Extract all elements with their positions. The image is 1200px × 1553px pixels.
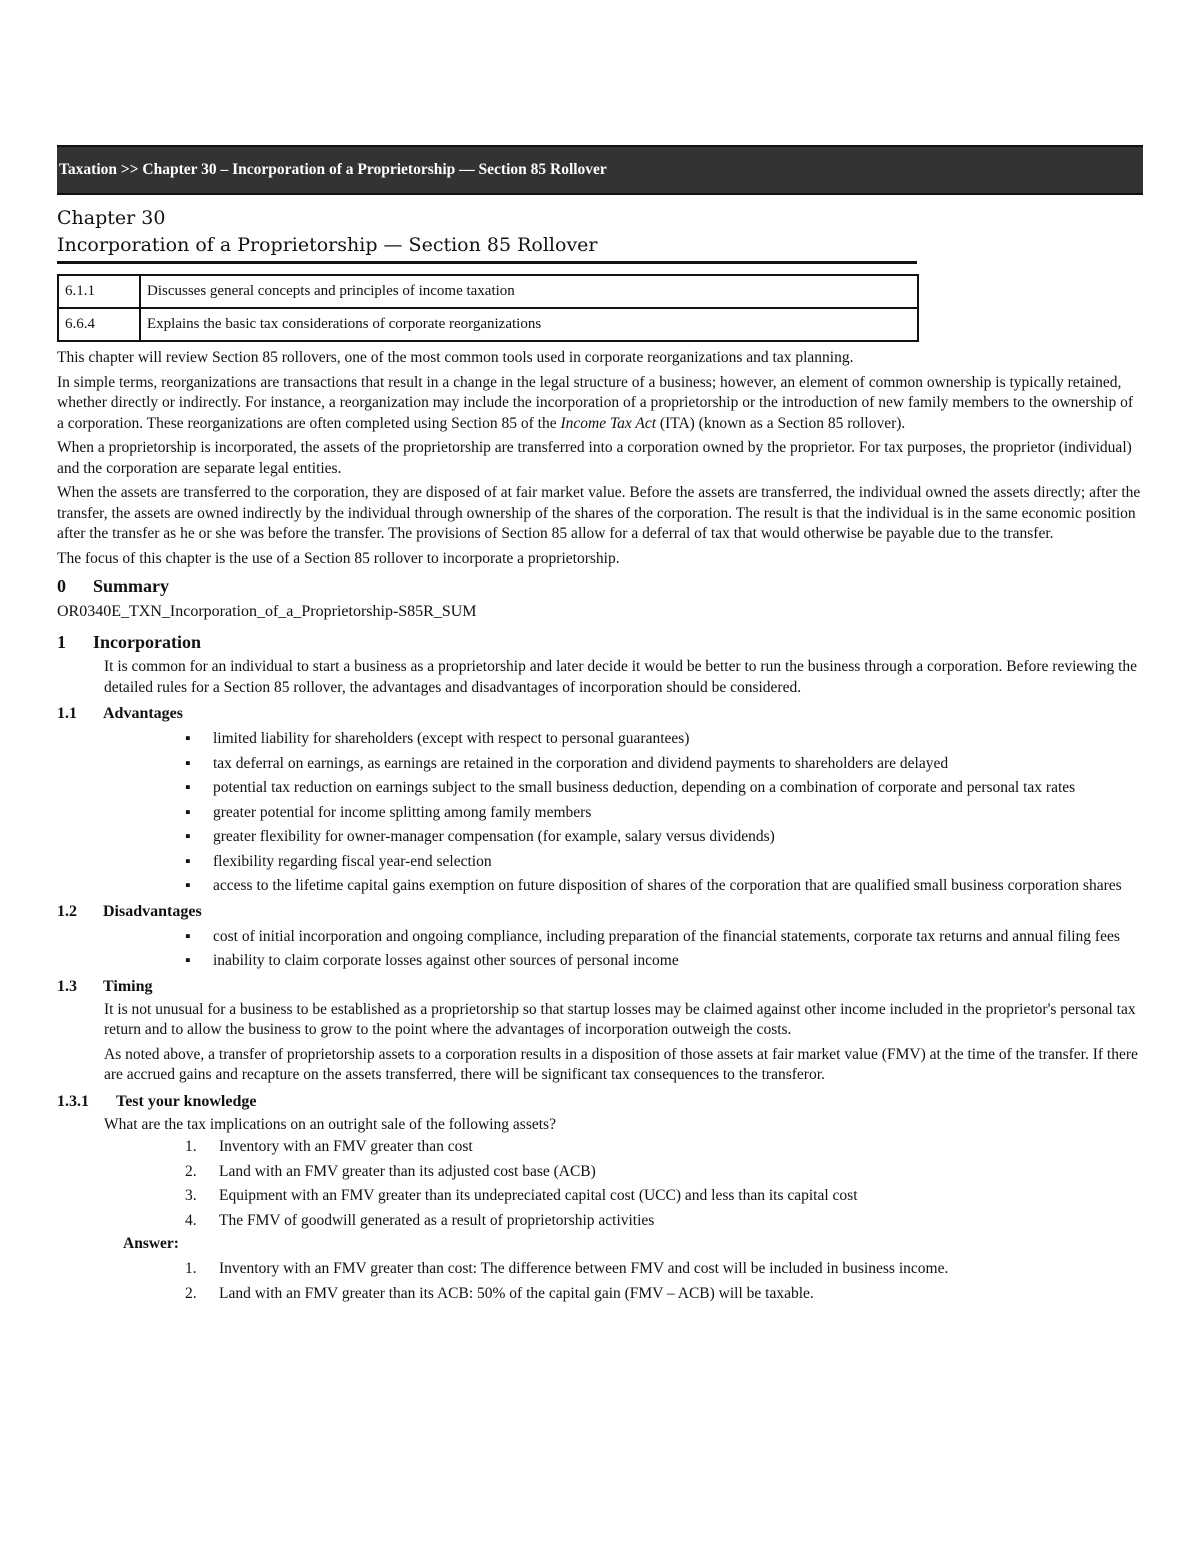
bullet-icon: ▪	[185, 877, 191, 894]
section-heading-advantages	[57, 703, 1143, 725]
list-item	[185, 1186, 1143, 1206]
learning-outcomes-table	[57, 274, 919, 342]
list-item	[185, 927, 1143, 947]
list-item-text: tax deferral on earnings, as earnings are retained in the corporation and dividend payments to shareholders are delayed	[213, 754, 949, 772]
bullet-icon: ▪	[185, 852, 191, 870]
timing-paragraph: It is not unusual for a business to be established as a proprietorship so that startup losses may be claimed against other income included in the proprietor's personal tax return and to allow the business to grow to the point where the advantages of incorporation outweigh the costs.	[104, 1000, 1136, 1038]
document-page	[57, 145, 1143, 1308]
list-item	[185, 827, 1143, 847]
bullet-icon: ▪	[185, 952, 191, 969]
list-item	[185, 876, 1143, 896]
item-number: 2.	[185, 1162, 197, 1180]
section-number: 1.2	[57, 902, 77, 920]
section-title: Test your knowledge	[116, 1092, 257, 1110]
section-title: Timing	[103, 977, 153, 995]
list-item	[185, 951, 1143, 971]
item-number: 1.	[185, 1260, 197, 1277]
list-item-text: flexibility regarding fiscal year-end selection	[213, 852, 492, 870]
list-item-text: greater flexibility for owner-manager compensation (for example, salary versus dividends)	[213, 828, 775, 845]
answer-list	[57, 1259, 1143, 1304]
intro-paragraph: When a proprietorship is incorporated, the assets of the proprietorship are transferred into a corporation owned by the proprietor. For tax purposes, the proprietor (individual) and the corporation are separate legal entities.	[57, 439, 1132, 477]
section-title: Advantages	[103, 705, 184, 722]
item-number: 3.	[185, 1187, 197, 1204]
section-title: Incorporation	[93, 631, 201, 652]
list-item	[185, 1284, 1143, 1304]
list-item-text: Land with an FMV greater than its ACB: 50% of the capital gain (FMV – ACB) will be taxable.	[219, 1284, 814, 1302]
chapter-title: Incorporation of a Proprietorship — Section 85 Rollover	[57, 234, 598, 256]
table-row	[58, 308, 918, 341]
section-number: 1.3.1	[57, 1092, 89, 1110]
intro-text: (ITA) (known as a Section 85 rollover).	[656, 414, 906, 432]
list-item-text: Inventory with an FMV greater than cost	[219, 1138, 473, 1155]
intro-paragraph: This chapter will review Section 85 rollovers, one of the most common tools used in corporate reorganizations and tax planning.	[57, 349, 854, 366]
list-item-text: Equipment with an FMV greater than its undepreciated capital cost (UCC) and less than its capital cost	[219, 1187, 858, 1204]
list-item	[185, 1259, 1143, 1279]
chapter-heading	[57, 205, 1143, 259]
section-title: Disadvantages	[103, 902, 202, 920]
list-item	[185, 1137, 1143, 1157]
section-heading-timing	[57, 976, 1143, 998]
breadcrumb-header	[57, 145, 1143, 195]
section-number: 1.3	[57, 977, 77, 995]
section-heading-incorporation	[57, 629, 1143, 655]
intro-paragraph: When the assets are transferred to the corporation, they are disposed of at fair market value. Before the assets are transferred, the individual owned the assets directly; after the transfer, the assets are owned indirectly by the individual through ownership of the shares of the corporation. The result is that the individual is in the same economic position after the transfer as he or she was before the transfer. The provisions of Section 85 allow for a deferral of tax that would otherwise be payable due to the transfer.	[57, 484, 1141, 542]
breadcrumb: Taxation >> Chapter 30 – Incorporation of a Proprietorship — Section 85 Rollover	[59, 161, 607, 178]
table-row	[58, 275, 918, 308]
list-item	[185, 803, 1143, 823]
section-number: 1.1	[57, 705, 77, 722]
section-heading-disadvantages	[57, 901, 1143, 923]
bullet-icon: ▪	[185, 927, 191, 945]
list-item-text: cost of initial incorporation and ongoing compliance, including preparation of the financial statements, corporate tax returns and annual filing fees	[213, 927, 1120, 945]
outcome-code: 6.1.1	[58, 275, 140, 308]
list-item	[185, 1162, 1143, 1182]
chapter-divider	[57, 261, 917, 264]
section-title: Summary	[93, 575, 169, 596]
section-heading-test-your-knowledge	[57, 1091, 1143, 1113]
list-item-text: access to the lifetime capital gains exemption on future disposition of shares of the corporation that are qualified small business corporation shares	[213, 877, 1122, 894]
outcome-text: Discusses general concepts and principles of income taxation	[140, 275, 918, 308]
advantages-list	[57, 729, 1143, 896]
bullet-icon: ▪	[185, 803, 191, 821]
list-item	[185, 1211, 1143, 1231]
timing-paragraph: As noted above, a transfer of proprietorship assets to a corporation results in a disposition of those assets at fair market value (FMV) at the time of the transfer. If there are accrued gains and recapture on the assets transferred, there will be significant tax consequences to the transferor.	[104, 1045, 1138, 1083]
list-item-text: limited liability for shareholders (except with respect to personal guarantees)	[213, 730, 690, 747]
list-item	[185, 778, 1143, 798]
list-item-text: greater potential for income splitting among family members	[213, 803, 592, 821]
summary-code: OR0340E_TXN_Incorporation_of_a_Proprietorship-S85R_SUM	[57, 603, 477, 620]
section-number: 0	[57, 575, 66, 596]
list-item	[185, 754, 1143, 774]
intro-paragraph	[57, 373, 1143, 435]
list-item	[185, 852, 1143, 872]
intro-text: In simple terms, reorganizations are transactions that result in a change in the legal structure of a business; however, an element of common ownership is typically retained, whether directly or indirectly. For instance, a reorganization may include the incorporation of a proprietorship or the introduction of new family members to the ownership of a corporation. These reorganizations are often completed using Section 85 of the	[57, 373, 1134, 432]
outcome-code: 6.6.4	[58, 308, 140, 341]
list-item-text: Land with an FMV greater than its adjusted cost base (ACB)	[219, 1162, 596, 1180]
question-list	[57, 1137, 1143, 1231]
answer-label: Answer:	[123, 1235, 179, 1252]
item-number: 4.	[185, 1211, 197, 1229]
test-question: What are the tax implications on an outright sale of the following assets?	[104, 1115, 556, 1133]
chapter-label: Chapter 30	[57, 207, 166, 229]
intro-paragraph: The focus of this chapter is the use of a Section 85 rollover to incorporate a proprietorship.	[57, 549, 620, 567]
bullet-icon: ▪	[185, 730, 191, 747]
bullet-icon: ▪	[185, 754, 191, 772]
list-item-text: potential tax reduction on earnings subject to the small business deduction, depending on a combination of corporate and personal tax rates	[213, 779, 1076, 796]
section-number: 1	[57, 631, 66, 652]
list-item-text: The FMV of goodwill generated as a result of proprietorship activities	[219, 1211, 655, 1229]
item-number: 1.	[185, 1138, 197, 1155]
disadvantages-list	[57, 927, 1143, 972]
bullet-icon: ▪	[185, 779, 191, 796]
section-heading-summary	[57, 573, 1143, 599]
outcome-text: Explains the basic tax considerations of corporate reorganizations	[140, 308, 918, 341]
list-item-text: inability to claim corporate losses against other sources of personal income	[213, 952, 679, 969]
bullet-icon: ▪	[185, 828, 191, 845]
incorporation-paragraph: It is common for an individual to start a business as a proprietorship and later decide it would be better to run the business through a corporation. Before reviewing the detailed rules for a Section 85 rollover, the advantages and disadvantages of incorporation should be considered.	[104, 658, 1138, 696]
list-item	[185, 729, 1143, 749]
item-number: 2.	[185, 1284, 197, 1302]
list-item-text: Inventory with an FMV greater than cost: The difference between FMV and cost will be included in business income.	[219, 1260, 949, 1277]
act-title: Income Tax Act	[560, 414, 657, 432]
